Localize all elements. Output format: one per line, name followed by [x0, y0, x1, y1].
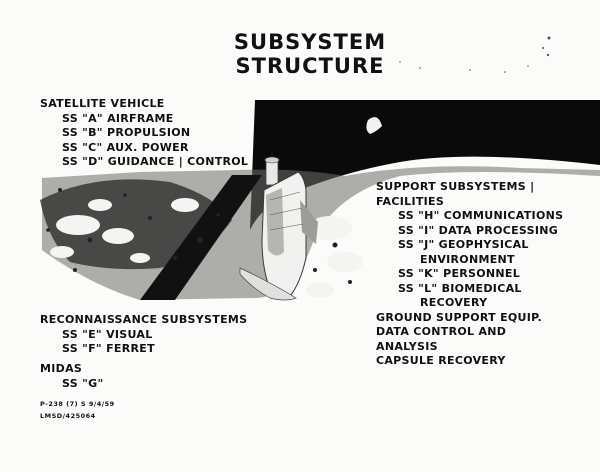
reference-line-1: P-238 (7) S 9/4/59	[40, 400, 115, 408]
list-item: SS "D" GUIDANCE | CONTROL	[62, 155, 249, 168]
list-item: SS "G"	[62, 376, 104, 390]
list-item: SS "A" AIRFRAME	[62, 111, 174, 125]
list-item: SS "I" DATA PROCESSING	[398, 223, 559, 237]
list-item: SS "B" PROPULSION	[62, 126, 191, 139]
reference-line-2: LMSD/425064	[40, 412, 96, 420]
list-item: SS "C" AUX. POWER	[62, 140, 189, 154]
list-item: SS "F" FERRET	[62, 342, 155, 355]
list-item: CAPSULE RECOVERY	[376, 354, 506, 367]
support-subsystems-list	[376, 180, 563, 369]
midas-heading: MIDAS	[40, 362, 83, 375]
satellite-vehicle-heading: SATELLITE VEHICLE	[40, 97, 165, 110]
list-item: SS "E" VISUAL	[62, 327, 153, 341]
list-item: GROUND SUPPORT EQUIP.	[376, 310, 542, 324]
reconnaissance-heading: RECONNAISSANCE SUBSYSTEMS	[40, 313, 248, 326]
list-item: DATA CONTROL AND	[376, 325, 507, 338]
list-item: ENVIRONMENT	[420, 252, 515, 266]
reconnaissance-subsystems-list	[40, 313, 247, 357]
satellite-vehicle-list	[40, 97, 248, 170]
list-item: SS "K" PERSONNEL	[398, 267, 521, 280]
list-item: SS "J" GEOPHYSICAL	[398, 238, 529, 251]
support-heading-2: FACILITIES	[376, 194, 445, 208]
list-item: RECOVERY	[420, 296, 488, 309]
list-item: SS "L" BIOMEDICAL	[398, 281, 522, 295]
list-item: ANALYSIS	[376, 339, 438, 353]
list-item: SS "H" COMMUNICATIONS	[398, 209, 564, 222]
support-heading: SUPPORT SUBSYSTEMS |	[376, 180, 535, 193]
document-reference	[40, 398, 115, 422]
page-title: SUBSYSTEM STRUCTURE	[233, 30, 387, 78]
midas-list	[40, 362, 103, 391]
